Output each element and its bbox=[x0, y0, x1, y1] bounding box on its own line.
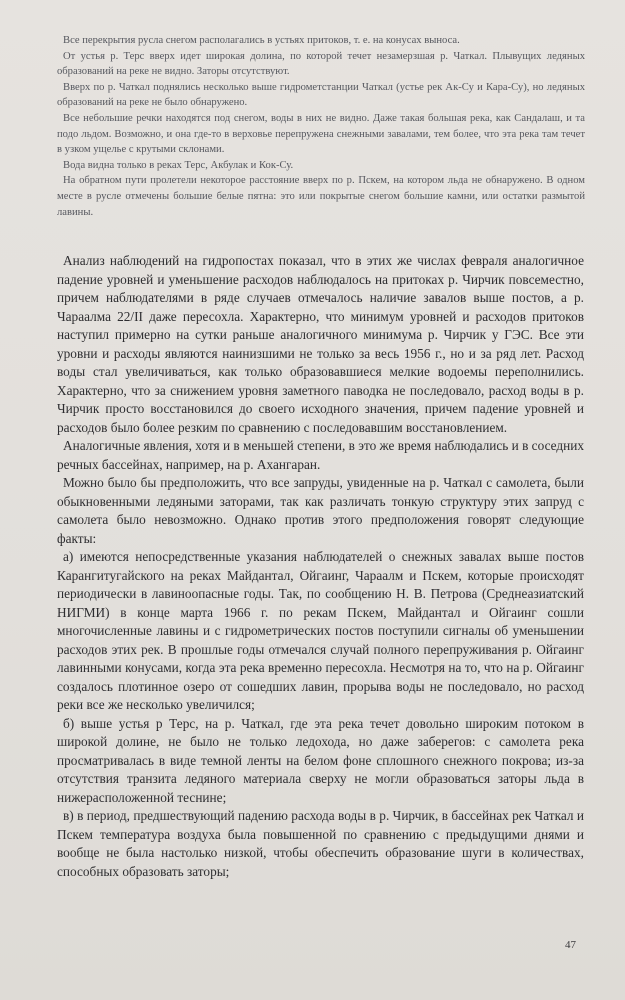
small-paragraph: Вода видна только в реках Терс, Акбулак и Кок-Су. bbox=[63, 159, 294, 171]
small-paragraph: Вверх по р. Чаткал поднялись несколько выше гидрометстанции Чаткал (устье рек Ак-Су и Кара-Су), но ледяных образований на реке не было обнаружено. bbox=[57, 81, 585, 109]
body-paragraph: Анализ наблюдений на гидропостах показал, что в этих же числах февраля аналогичное падение уровней и уменьшение расходов наблюдалось на притоках р. Чирчик повсеместно, причем наблюдателями в ряде случаев отмечалось наличие завалов выше постов, а р. Чараалма 22/II даже пересохла. Характерно, что минимум уровней и расходов притоков наступил примерно на сутки раньше аналогичного минимума р. Чирчик у ГЭС. Все эти уровни и расходы являются наинизшими не только за весь 1956 г., но и за ряд лет. Расход воды стал увеличиваться, как только образовавшиеся мелкие водоемы переполнились. Характерно, что за снижением уровня заметного паводка не последовало, расход воды в р. Чирчик просто восстановился до своего исходного значения, причем падение уровней и расходов было более резким по сравнению с последовавшим восстановлением. bbox=[57, 253, 584, 435]
page-number: 47 bbox=[565, 939, 576, 951]
body-paragraph: Аналогичные явления, хотя и в меньшей степени, в это же время наблюдались и в соседних речных бассейнах, например, на р. Ахангаран. bbox=[57, 438, 584, 472]
list-item-a: а) имеются непосредственные указания наблюдателей о снежных завалах выше постов Карангитугайского на реках Майдантал, Ойгаинг, Чараалм и Пскем, которые происходят периодически в лавиноопасные годы. Так, по сообщению Н. В. Петрова (Среднеазиатский НИГМИ) в конце марта 1966 г. по рекам Пскем, Майдантал и Ойгаинг сошли многочисленные лавины и с гидрометрических постов поступили сигналы об уменьшении расходов этих рек. В прошлые годы отмечался случай полного перепруживания р. Ойгаинг лавинными конусами, когда эта река временно пересохла. Несмотря на то, что на р. Ойгаинг создалось плотинное озеро от сошедших лавин, прорыва воды не последовало, но расход реки все же несколько увеличился; bbox=[57, 549, 584, 712]
main-text-block bbox=[57, 252, 584, 881]
small-paragraph: Все небольшие речки находятся под снегом, воды в них не видно. Даже такая большая река, как Сандалаш, и та подо льдом. Возможно, и она где-то в верховье перепружена снежными завалами, тем более, что эта река там течет в узком ущелье с крутыми склонами. bbox=[57, 112, 585, 156]
small-paragraph: Все перекрытия русла снегом располагались в устьях притоков, т. е. на конусах выноса. bbox=[63, 35, 460, 46]
small-paragraph: От устья р. Терс вверх идет широкая долина, по которой течет незамерзшая р. Чаткал. Плывущих ледяных образований на реке не видно. Заторы отсутствуют. bbox=[57, 50, 585, 78]
list-item-b: б) выше устья р Терс, на р. Чаткал, где эта река течет довольно широким потоком в широкой долине, не было не только ледохода, но даже заберегов: с самолета река просматривалась в виде темной ленты на белом фоне сплошного снежного покрова; из-за отсутствия транзита ледяного материала сверху не могли образоваться заторы льда в нижерасположенной теснине; bbox=[57, 715, 584, 805]
body-paragraph: Можно было бы предположить, что все запруды, увиденные на р. Чаткал с самолета, были обыкновенными ледяными заторами, так как различать тонкую структуру этих запруд с самолета было невозможно. Однако против этого предположения говорят следующие факты: bbox=[57, 475, 584, 546]
small-paragraph: На обратном пути пролетели некоторое расстояние вверх по р. Пскем, на котором льда не обнаружено. В одном месте в русле отмечены большие белые пятна: это или покрытые снегом большие камни, или остатки размытой лавины. bbox=[57, 175, 585, 218]
small-print-block bbox=[57, 33, 585, 220]
list-item-c: в) в период, предшествующий падению расхода воды в р. Чирчик, в бассейнах рек Чаткал и Пскем температура воздуха была повышенной по сравнению с предыдущими днями и вообще не была настолько низкой, чтобы обеспечить образование шуги в количествах, способных образовать заторы; bbox=[57, 808, 584, 879]
